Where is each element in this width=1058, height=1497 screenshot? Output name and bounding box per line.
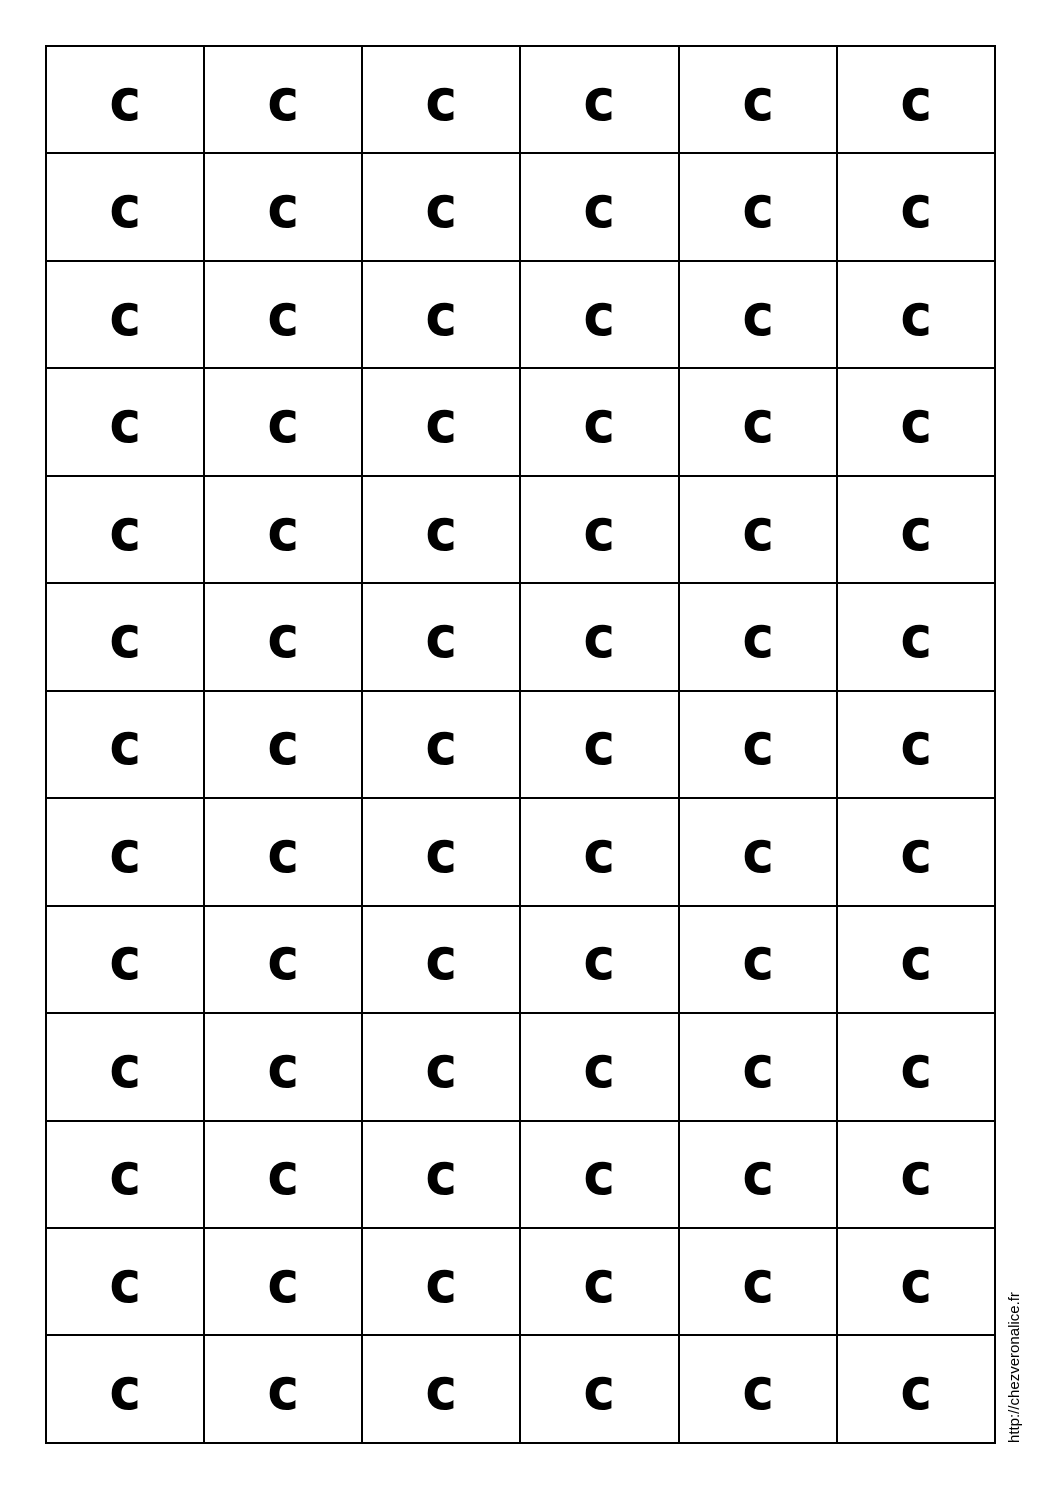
grid-cell — [362, 1013, 520, 1120]
grid-cell — [679, 1121, 837, 1228]
cell-letter: c — [900, 1247, 932, 1316]
grid-cell — [204, 798, 362, 905]
cell-letter: c — [267, 1247, 300, 1316]
cell-letter: c — [900, 1140, 932, 1209]
grid-cell — [679, 368, 837, 475]
cell-letter: c — [267, 495, 300, 564]
cell-letter: c — [741, 495, 774, 564]
cell-letter: c — [109, 925, 141, 994]
cell-letter: c — [741, 388, 774, 457]
grid-cell — [204, 906, 362, 1013]
grid-cell — [679, 691, 837, 798]
grid-cell — [837, 368, 995, 475]
grid-row — [46, 691, 995, 798]
grid-row — [46, 1228, 995, 1335]
grid-row — [46, 906, 995, 1013]
cell-letter: c — [583, 1247, 616, 1316]
grid-cell — [362, 691, 520, 798]
grid-cell — [362, 906, 520, 1013]
letter-grid — [45, 45, 996, 1444]
grid-cell — [679, 153, 837, 260]
grid-cell — [46, 368, 204, 475]
grid-cell — [837, 583, 995, 690]
cell-letter: c — [583, 495, 616, 564]
grid-cell — [46, 1013, 204, 1120]
grid-cell — [204, 46, 362, 153]
grid-cell — [362, 798, 520, 905]
cell-letter: c — [900, 388, 932, 457]
cell-letter: c — [267, 817, 300, 886]
grid-cell — [46, 476, 204, 583]
cell-letter: c — [267, 1032, 300, 1101]
cell-letter: c — [109, 710, 141, 779]
cell-letter: c — [583, 280, 616, 349]
grid-cell — [520, 1121, 678, 1228]
grid-cell — [520, 906, 678, 1013]
cell-letter: c — [900, 1355, 932, 1424]
grid-cell — [46, 1121, 204, 1228]
grid-row — [46, 153, 995, 260]
grid-row — [46, 798, 995, 905]
cell-letter: c — [583, 710, 616, 779]
grid-cell — [837, 906, 995, 1013]
cell-letter: c — [741, 710, 774, 779]
grid-cell — [837, 153, 995, 260]
cell-letter: c — [109, 1140, 141, 1209]
cell-letter: c — [900, 173, 932, 242]
cell-letter: c — [583, 173, 616, 242]
cell-letter: c — [741, 65, 774, 134]
grid-cell — [204, 1121, 362, 1228]
cell-letter: c — [109, 817, 141, 886]
grid-cell — [520, 1228, 678, 1335]
cell-letter: c — [425, 280, 458, 349]
cell-letter: c — [900, 280, 932, 349]
cell-letter: c — [267, 1140, 300, 1209]
grid-cell — [204, 691, 362, 798]
grid-cell — [46, 798, 204, 905]
grid-cell — [520, 1335, 678, 1443]
grid-cell — [520, 476, 678, 583]
cell-letter: c — [267, 173, 300, 242]
grid-cell — [362, 46, 520, 153]
cell-letter: c — [425, 1355, 458, 1424]
grid-cell — [204, 261, 362, 368]
grid-cell — [837, 1121, 995, 1228]
grid-cell — [46, 583, 204, 690]
grid-cell — [520, 153, 678, 260]
cell-letter: c — [109, 1247, 141, 1316]
cell-letter: c — [425, 817, 458, 886]
grid-cell — [204, 1013, 362, 1120]
grid-row — [46, 1013, 995, 1120]
cell-letter: c — [109, 173, 141, 242]
cell-letter: c — [741, 1355, 774, 1424]
grid-cell — [362, 1228, 520, 1335]
grid-cell — [520, 1013, 678, 1120]
grid-cell — [362, 1121, 520, 1228]
cell-letter: c — [425, 495, 458, 564]
cell-letter: c — [267, 388, 300, 457]
grid-cell — [837, 1013, 995, 1120]
grid-cell — [204, 153, 362, 260]
grid-cell — [362, 368, 520, 475]
grid-cell — [837, 261, 995, 368]
cell-letter: c — [900, 495, 932, 564]
cell-letter: c — [900, 1032, 932, 1101]
cell-letter: c — [425, 388, 458, 457]
cell-letter: c — [741, 1032, 774, 1101]
grid-cell — [520, 798, 678, 905]
cell-letter: c — [583, 602, 616, 671]
cell-letter: c — [267, 280, 300, 349]
grid-cell — [204, 583, 362, 690]
grid-cell — [204, 368, 362, 475]
cell-letter: c — [900, 602, 932, 671]
cell-letter: c — [425, 65, 458, 134]
cell-letter: c — [583, 817, 616, 886]
grid-cell — [520, 583, 678, 690]
cell-letter: c — [583, 388, 616, 457]
grid-cell — [204, 1228, 362, 1335]
cell-letter: c — [583, 1140, 616, 1209]
grid-cell — [837, 798, 995, 905]
cell-letter: c — [741, 173, 774, 242]
grid-cell — [679, 261, 837, 368]
cell-letter: c — [425, 925, 458, 994]
cell-letter: c — [109, 388, 141, 457]
source-url: http://chezveronalice.fr — [1006, 1292, 1023, 1443]
cell-letter: c — [109, 280, 141, 349]
grid-cell — [46, 1228, 204, 1335]
grid-cell — [679, 1013, 837, 1120]
grid-cell — [46, 906, 204, 1013]
cell-letter: c — [267, 1355, 300, 1424]
grid-cell — [679, 1228, 837, 1335]
grid-cell — [837, 691, 995, 798]
grid-cell — [362, 1335, 520, 1443]
grid-cell — [520, 46, 678, 153]
cell-letter: c — [583, 65, 616, 134]
cell-letter: c — [741, 1140, 774, 1209]
letter-grid-body — [46, 46, 995, 1443]
grid-cell — [520, 261, 678, 368]
grid-cell — [204, 476, 362, 583]
grid-row — [46, 476, 995, 583]
cell-letter: c — [425, 1247, 458, 1316]
grid-row — [46, 368, 995, 475]
grid-row — [46, 583, 995, 690]
cell-letter: c — [741, 602, 774, 671]
grid-cell — [362, 153, 520, 260]
cell-letter: c — [741, 925, 774, 994]
grid-cell — [520, 691, 678, 798]
grid-cell — [362, 476, 520, 583]
grid-row — [46, 46, 995, 153]
grid-cell — [46, 261, 204, 368]
grid-cell — [679, 1335, 837, 1443]
cell-letter: c — [425, 1032, 458, 1101]
grid-row — [46, 261, 995, 368]
grid-row — [46, 1335, 995, 1443]
cell-letter: c — [900, 710, 932, 779]
grid-cell — [46, 46, 204, 153]
grid-cell — [46, 153, 204, 260]
cell-letter: c — [267, 710, 300, 779]
cell-letter: c — [900, 925, 932, 994]
cell-letter: c — [267, 65, 300, 134]
cell-letter: c — [741, 817, 774, 886]
grid-cell — [679, 476, 837, 583]
cell-letter: c — [425, 602, 458, 671]
cell-letter: c — [900, 65, 932, 134]
grid-cell — [837, 476, 995, 583]
grid-cell — [837, 1335, 995, 1443]
cell-letter: c — [109, 1355, 141, 1424]
cell-letter: c — [109, 65, 141, 134]
cell-letter: c — [109, 1032, 141, 1101]
grid-cell — [837, 46, 995, 153]
cell-letter: c — [425, 1140, 458, 1209]
grid-cell — [679, 798, 837, 905]
cell-letter: c — [109, 602, 141, 671]
cell-letter: c — [741, 1247, 774, 1316]
grid-cell — [204, 1335, 362, 1443]
grid-cell — [679, 46, 837, 153]
grid-cell — [362, 583, 520, 690]
cell-letter: c — [425, 710, 458, 779]
cell-letter: c — [583, 1032, 616, 1101]
grid-cell — [679, 906, 837, 1013]
cell-letter: c — [267, 602, 300, 671]
cell-letter: c — [900, 817, 932, 886]
grid-cell — [679, 583, 837, 690]
grid-cell — [520, 368, 678, 475]
grid-row — [46, 1121, 995, 1228]
grid-cell — [362, 261, 520, 368]
grid-cell — [46, 1335, 204, 1443]
cell-letter: c — [425, 173, 458, 242]
cell-letter: c — [583, 1355, 616, 1424]
cell-letter: c — [741, 280, 774, 349]
cell-letter: c — [583, 925, 616, 994]
cell-letter: c — [267, 925, 300, 994]
grid-cell — [837, 1228, 995, 1335]
cell-letter: c — [109, 495, 141, 564]
grid-cell — [46, 691, 204, 798]
